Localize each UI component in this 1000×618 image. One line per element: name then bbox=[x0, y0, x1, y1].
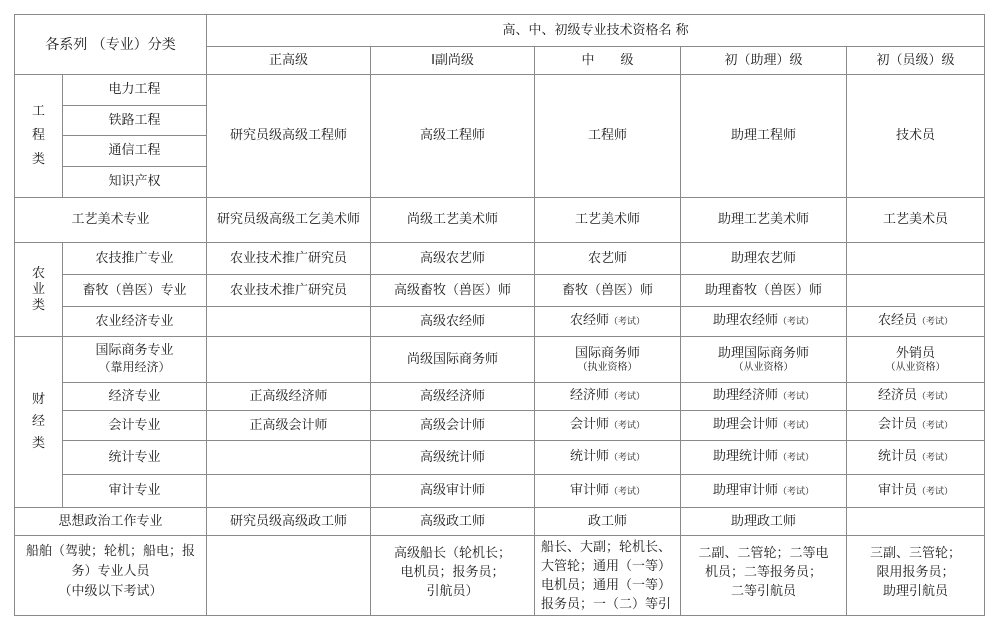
agri-c4: 助理畜牧（兽医）师 bbox=[681, 275, 847, 307]
category-label: 工程类 bbox=[31, 104, 45, 167]
engineering-item: 电力工程 bbox=[63, 75, 207, 106]
qualification-table bbox=[14, 14, 985, 616]
agri-c5: 农经员（考试） bbox=[847, 307, 985, 337]
finance-c3: 经济师（考试） bbox=[535, 383, 681, 411]
category-label: 财经类 bbox=[31, 392, 45, 451]
finance-name: 统计专业 bbox=[63, 441, 207, 475]
engineering-item: 通信工程 bbox=[63, 136, 207, 167]
politics-c4: 助理政工师 bbox=[681, 508, 847, 536]
finance-c5: 会计员（考试） bbox=[847, 411, 985, 441]
agri-c1: 农业技术推广研究员 bbox=[207, 243, 371, 275]
engineering-title-junior: 技术员 bbox=[847, 75, 985, 198]
finance-c2: 高级统计师 bbox=[371, 441, 535, 475]
series-header: 各系列 （专业）分类 bbox=[15, 15, 207, 75]
finance-intl-c1 bbox=[207, 337, 371, 383]
engineering-title-deputy: 高级工程师 bbox=[371, 75, 535, 198]
finance-c1: 正高级会计师 bbox=[207, 411, 371, 441]
politics-c1: 研究员级高级政工师 bbox=[207, 508, 371, 536]
agri-c3: 畜牧（兽医）师 bbox=[535, 275, 681, 307]
agri-c3: 农经师（考试） bbox=[535, 307, 681, 337]
agri-c4: 助理农经师（考试） bbox=[681, 307, 847, 337]
exam-note: （考试） bbox=[917, 317, 954, 327]
finance-intl-c5: 外销员 （从业资格） bbox=[847, 337, 985, 383]
category-engineering bbox=[15, 75, 63, 198]
ship-c3: 船长、大副；轮机长、 大管轮；通用（一等） 电机员；通用（一等） 报务员；一（二）等引 bbox=[535, 536, 681, 616]
arts-name: 工艺美术专业 bbox=[15, 198, 207, 243]
politics-name: 思想政治工作专业 bbox=[15, 508, 207, 536]
arts-title-deputy: 尚级工艺美术师 bbox=[371, 198, 535, 243]
agri-c3: 农艺师 bbox=[535, 243, 681, 275]
agri-name: 畜牧（兽医）专业 bbox=[63, 275, 207, 307]
level-header-junior: 初（员级）级 bbox=[847, 47, 985, 75]
finance-c1 bbox=[207, 475, 371, 508]
agri-c5 bbox=[847, 243, 985, 275]
finance-c4: 助理统计师（考试） bbox=[681, 441, 847, 475]
engineering-title-mid: 工程师 bbox=[535, 75, 681, 198]
engineering-item: 铁路工程 bbox=[63, 106, 207, 136]
category-finance bbox=[15, 337, 63, 508]
agri-name: 农技推广专业 bbox=[63, 243, 207, 275]
engineering-title-senior: 研究员级高级工程师 bbox=[207, 75, 371, 198]
finance-c2: 高级会计师 bbox=[371, 411, 535, 441]
finance-intl-name: 国际商务专业 （靠用经济） bbox=[63, 337, 207, 383]
finance-c2: 高级审计师 bbox=[371, 475, 535, 508]
finance-intl-c2: 尚级国际商务师 bbox=[371, 337, 535, 383]
finance-name: 审计专业 bbox=[63, 475, 207, 508]
finance-name: 会计专业 bbox=[63, 411, 207, 441]
finance-c4: 助理审计师（考试） bbox=[681, 475, 847, 508]
ship-c4: 二副、二管轮；二等电 机员；二等报务员； 二等引航员 bbox=[681, 536, 847, 616]
arts-title-mid: 工艺美术师 bbox=[535, 198, 681, 243]
engineering-item: 知识产权 bbox=[63, 167, 207, 198]
agri-c2: 高级农艺师 bbox=[371, 243, 535, 275]
politics-c3: 政工师 bbox=[535, 508, 681, 536]
level-header-deputy-senior: I副尚级 bbox=[371, 47, 535, 75]
agri-name: 农业经济专业 bbox=[63, 307, 207, 337]
agri-c2: 高级农经师 bbox=[371, 307, 535, 337]
agri-c2: 高级畜牧（兽医）师 bbox=[371, 275, 535, 307]
finance-c5: 审计员（考试） bbox=[847, 475, 985, 508]
finance-c1 bbox=[207, 441, 371, 475]
arts-title-senior: 研究员级高级工乞美术师 bbox=[207, 198, 371, 243]
politics-c2: 高级政工师 bbox=[371, 508, 535, 536]
agri-c4: 助理农艺师 bbox=[681, 243, 847, 275]
exam-note: （考试） bbox=[609, 317, 646, 327]
agri-c1 bbox=[207, 307, 371, 337]
finance-intl-c3: 国际商务师 （执业资格） bbox=[535, 337, 681, 383]
politics-c5 bbox=[847, 508, 985, 536]
finance-c2: 高级经济师 bbox=[371, 383, 535, 411]
finance-name: 经济专业 bbox=[63, 383, 207, 411]
category-label: 农业类 bbox=[31, 265, 45, 313]
table-title: 高、中、初级专业技术资格名 称 bbox=[207, 15, 985, 47]
finance-intl-c4: 助理国际商务师 （从业资格） bbox=[681, 337, 847, 383]
finance-c5: 经济员（考试） bbox=[847, 383, 985, 411]
level-header-senior: 正高级 bbox=[207, 47, 371, 75]
agri-c5 bbox=[847, 275, 985, 307]
engineering-title-assistant: 助理工程师 bbox=[681, 75, 847, 198]
level-header-intermediate: 中 级 bbox=[535, 47, 681, 75]
agri-c1: 农业技术推广研究员 bbox=[207, 275, 371, 307]
exam-note: （考试） bbox=[778, 317, 815, 327]
ship-name: 船舶（驾驶；轮机；船电；报 务）专业人员 （中级以下考试） bbox=[15, 536, 207, 616]
finance-c3: 会计师（考试） bbox=[535, 411, 681, 441]
finance-c1: 正高级经济师 bbox=[207, 383, 371, 411]
ship-c5: 三副、三管轮； 限用报务员； 助理引航员 bbox=[847, 536, 985, 616]
arts-title-junior: 工艺美术员 bbox=[847, 198, 985, 243]
level-header-assistant: 初（助理）级 bbox=[681, 47, 847, 75]
finance-c3: 统计师（考试） bbox=[535, 441, 681, 475]
finance-c5: 统计员（考试） bbox=[847, 441, 985, 475]
finance-c4: 助理经济师（考试） bbox=[681, 383, 847, 411]
ship-c1 bbox=[207, 536, 371, 616]
arts-title-assistant: 助理工艺美术师 bbox=[681, 198, 847, 243]
ship-c2: 高级船长（轮机长； 电机员；报务员； 引航员） bbox=[371, 536, 535, 616]
finance-c4: 助理会计师（考试） bbox=[681, 411, 847, 441]
finance-c3: 审计师（考试） bbox=[535, 475, 681, 508]
category-agriculture bbox=[15, 243, 63, 337]
